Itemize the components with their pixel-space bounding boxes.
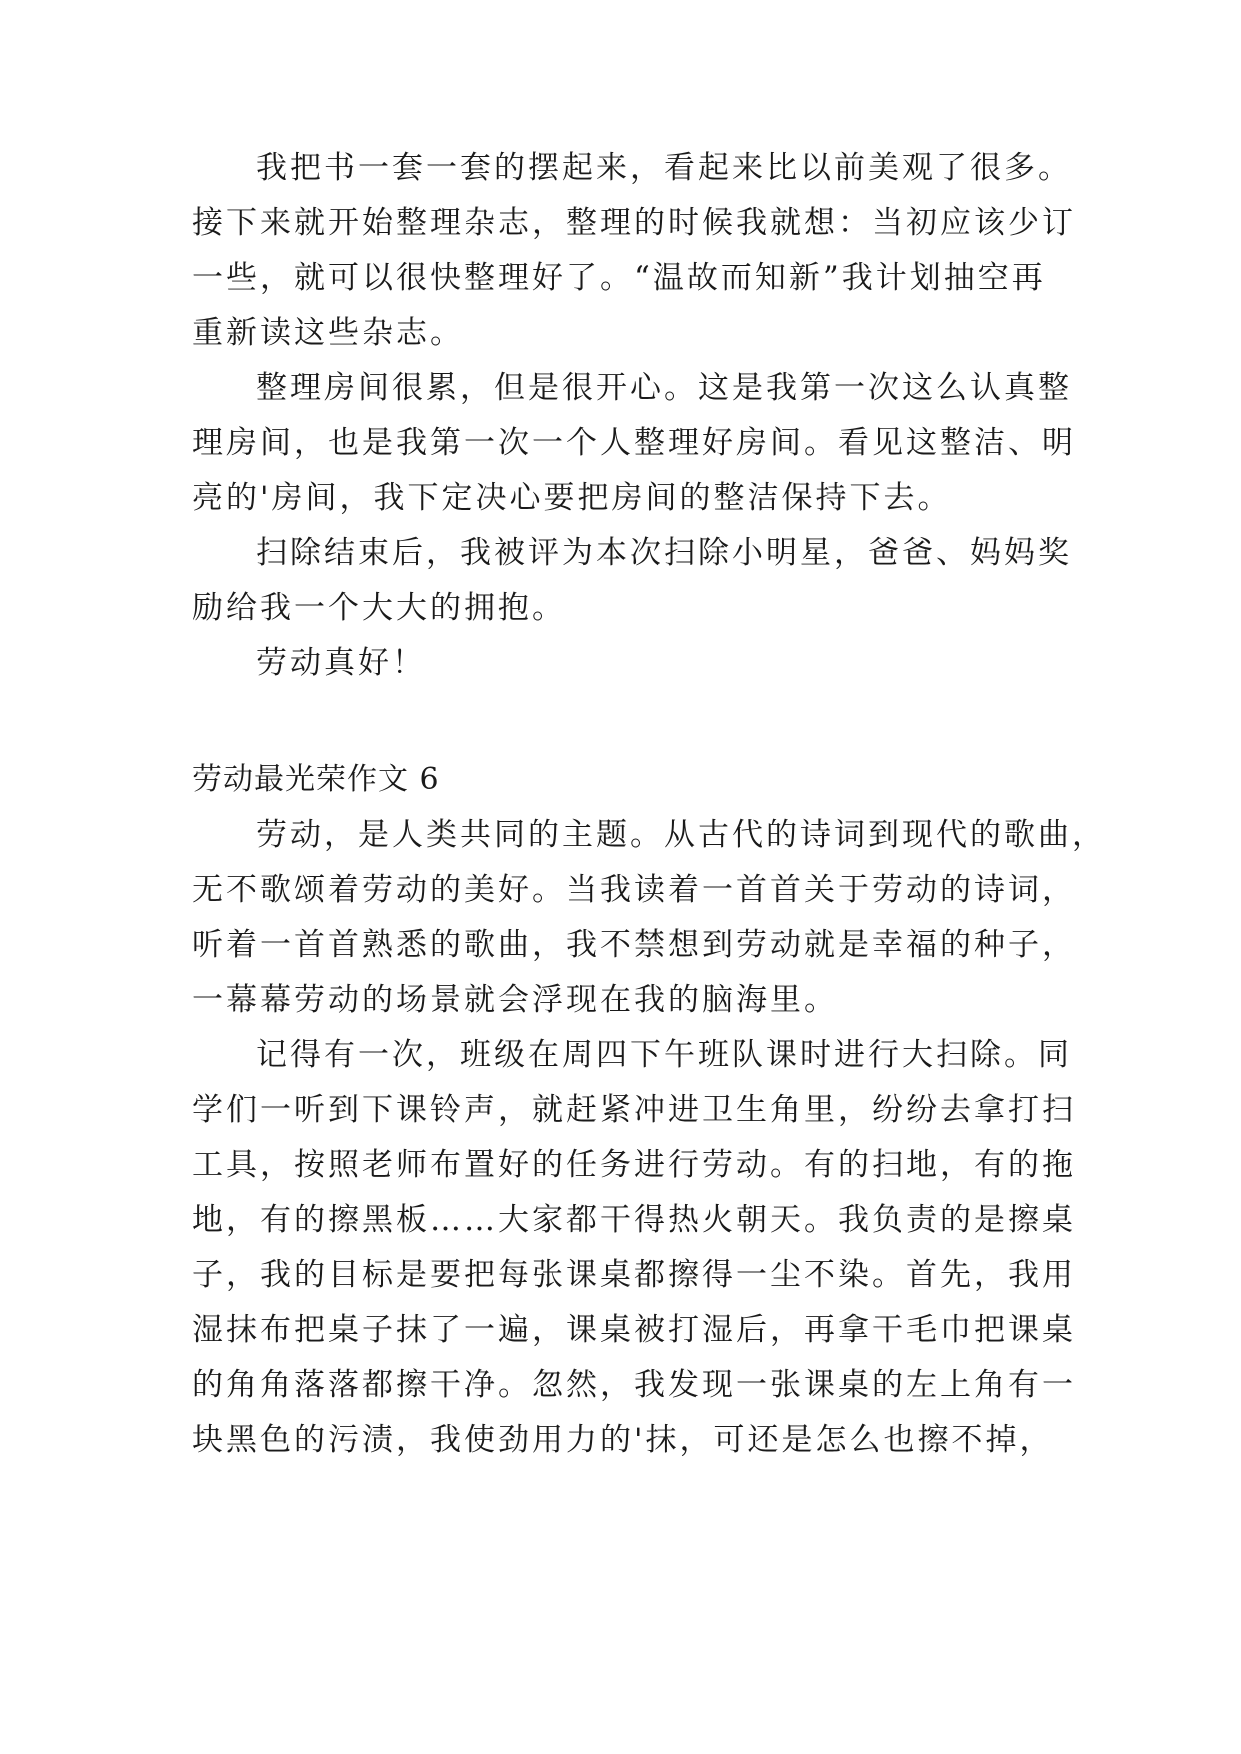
text-line: 理房间，也是我第一次一个人整理好房间。看见这整洁、明 <box>192 425 1076 461</box>
text-line: 一些，就可以很快整理好了。“温故而知新”我计划抽空再 <box>192 260 1046 296</box>
text-line: 工具，按照老师布置好的任务进行劳动。有的扫地，有的拖 <box>192 1147 1076 1183</box>
text-line: 湿抹布把桌子抹了一遍，课桌被打湿后，再拿干毛巾把课桌 <box>192 1312 1076 1348</box>
text-line: 亮的'房间，我下定决心要把房间的整洁保持下去。 <box>192 480 952 516</box>
text-line: 听着一首首熟悉的歌曲，我不禁想到劳动就是幸福的种子， <box>192 927 1076 963</box>
text-line: 劳动，是人类共同的主题。从古代的诗词到现代的歌曲， <box>256 817 1106 853</box>
text-line: 地，有的擦黑板……大家都干得热火朝天。我负责的是擦桌 <box>192 1202 1076 1238</box>
text-line: 块黑色的污渍，我使劲用力的'抹，可还是怎么也擦不掉， <box>192 1422 1054 1458</box>
text-line: 记得有一次，班级在周四下午班队课时进行大扫除。同 <box>256 1037 1072 1073</box>
text-line: 接下来就开始整理杂志，整理的时候我就想：当初应该少订 <box>192 205 1076 241</box>
text-line: 励给我一个大大的拥抱。 <box>192 590 566 626</box>
text-line: 扫除结束后，我被评为本次扫除小明星，爸爸、妈妈奖 <box>256 535 1072 571</box>
text-line: 我把书一套一套的摆起来，看起来比以前美观了很多。 <box>256 150 1072 186</box>
text-line: 重新读这些杂志。 <box>192 315 464 351</box>
section-heading: 劳动最光荣作文 6 <box>192 762 440 797</box>
text-line: 学们一听到下课铃声，就赶紧冲进卫生角里，纷纷去拿打扫 <box>192 1092 1076 1128</box>
text-line: 无不歌颂着劳动的美好。当我读着一首首关于劳动的诗词， <box>192 872 1076 908</box>
text-line: 整理房间很累，但是很开心。这是我第一次这么认真整 <box>256 370 1072 406</box>
text-line: 一幕幕劳动的场景就会浮现在我的脑海里。 <box>192 982 838 1018</box>
text-line: 的角角落落都擦干净。忽然，我发现一张课桌的左上角有一 <box>192 1367 1076 1403</box>
text-line: 劳动真好！ <box>256 645 426 681</box>
text-line: 子，我的目标是要把每张课桌都擦得一尘不染。首先，我用 <box>192 1257 1076 1293</box>
